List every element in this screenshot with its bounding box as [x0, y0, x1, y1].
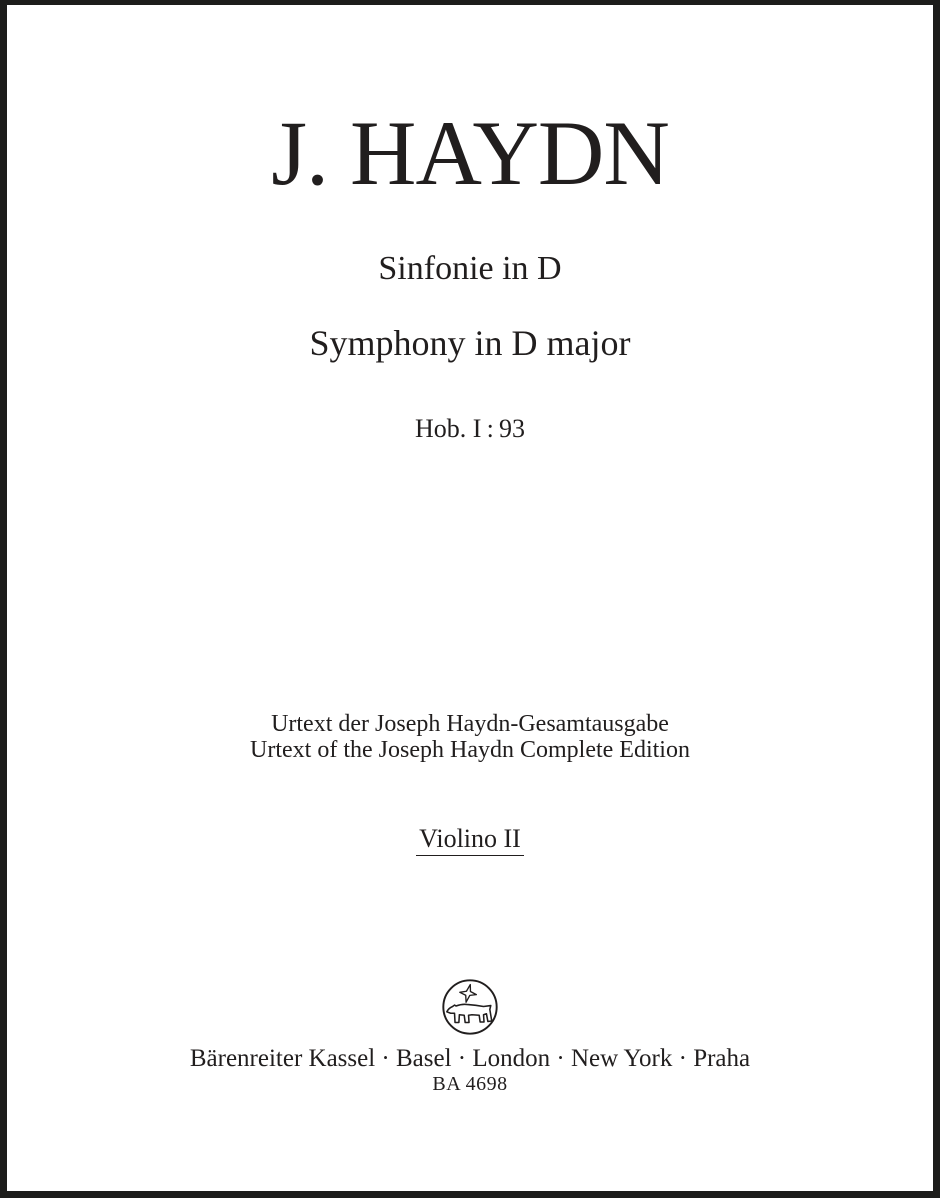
composer-name: J. HAYDN	[271, 102, 669, 204]
part-name-label: Violino II	[416, 826, 524, 856]
edition-number: BA 4698	[432, 1073, 508, 1095]
baerenreiter-logo-icon	[441, 978, 499, 1036]
publisher-imprint: Bärenreiter Kassel · Basel · London · New York · Praha	[189, 1045, 751, 1072]
baerenreiter-logo	[7, 978, 933, 1036]
walking-bear-icon	[447, 1004, 492, 1022]
urtext-note	[7, 711, 933, 763]
catalog-number: Hob. I : 93	[414, 414, 526, 443]
urtext-line-german: Urtext der Joseph Haydn-Gesamtausgabe	[271, 711, 669, 737]
work-title-german: Sinfonie in D	[378, 250, 562, 287]
urtext-line-english: Urtext of the Joseph Haydn Complete Edition	[250, 737, 690, 763]
four-pointed-star-icon	[458, 983, 479, 1005]
part-name	[7, 826, 933, 856]
work-title-english: Symphony in D major	[309, 323, 631, 363]
